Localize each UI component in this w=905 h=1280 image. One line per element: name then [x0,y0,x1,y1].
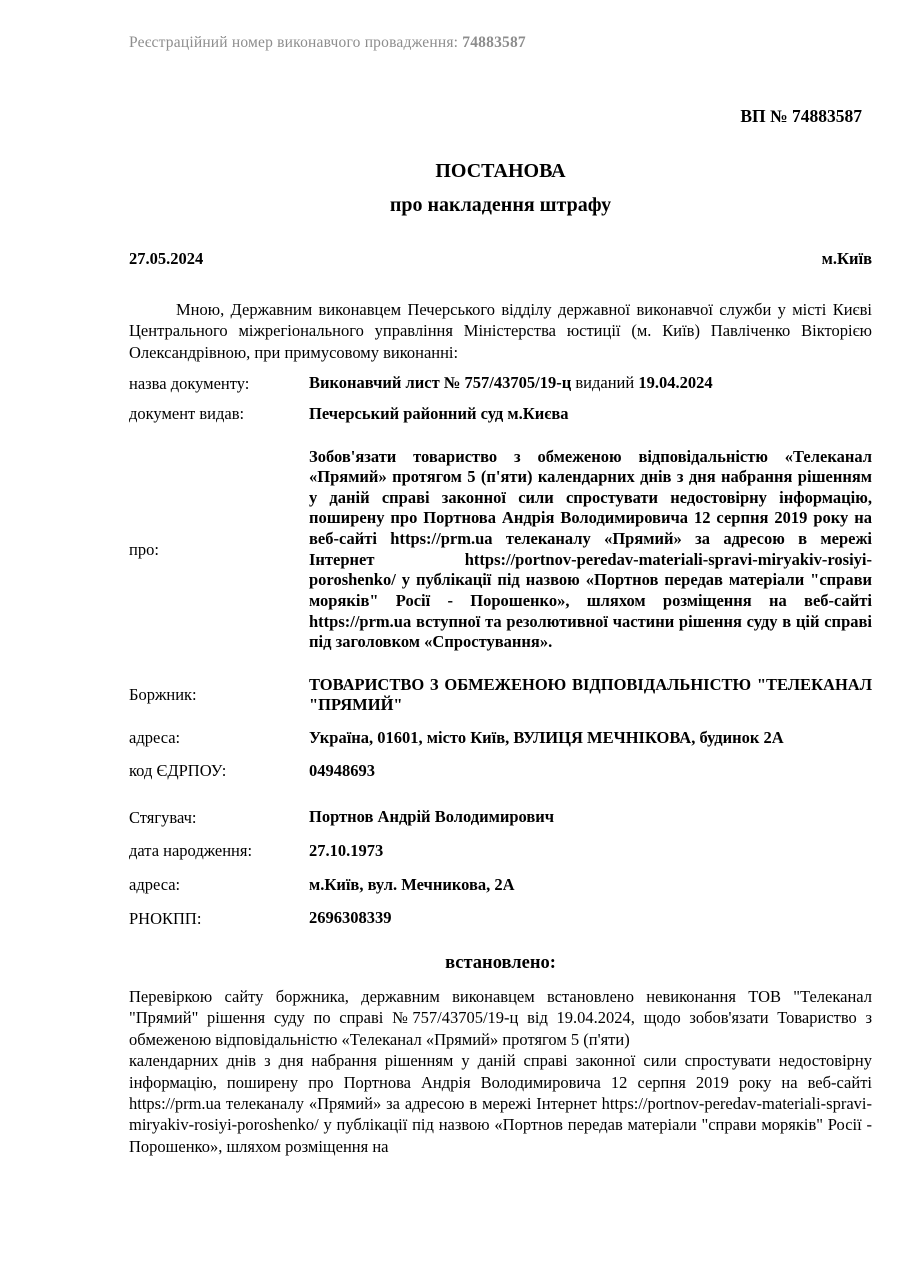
document-city: м.Київ [821,249,872,268]
fields-table [129,373,872,929]
field-row-doc-name [129,373,872,394]
field-row-claimant-address [129,875,872,896]
field-row-birth-date [129,841,872,862]
field-row-claimant [129,807,872,828]
field-row-edrpou [129,761,872,782]
document-date: 27.05.2024 [129,249,204,268]
field-row-rnokpp [129,908,872,929]
vp-number: ВП № 74883587 [740,106,862,126]
field-row-doc-issuer [129,404,872,425]
doc-issuer-value: Печерський районний суд м.Києва [309,403,569,423]
established-heading: встановлено: [445,952,556,973]
birth-date-value: 27.10.1973 [309,840,384,860]
doc-name-value-date: 19.04.2024 [638,373,713,393]
registration-number-value: 74883587 [462,34,526,51]
established-paragraph-part1: Перевіркою сайту боржника, державним виконавцем встановлено невиконання ТОВ "Телеканал "Прямий" рішення суду по справі №757/43705/19-ц від 19.04.2024, щодо зобов'язати Товариство з обмеженою відповідальністю «Телеканал «Прямий» протягом 5 (п'яти) [129,986,872,1049]
about-value: Зобов'язати товариство з обмеженою відповідальністю «Телеканал «Прямий» протягом 5 (п'яти) календарних днів з дня набрання рішенням у даній справі законної сили спростувати недостовірну інформацію, поширену про Портнова Андрія Володимировича 12 серпня 2019 року на веб-сайті https://prm.ua телеканалу «Прямий» за адресою в мережі Інтернет https://portnov-peredav-materiali-spravi-miryakiv-rosiyi-poroshenko/ у публікації під назвою «Портнов передав матеріали "справи моряків" Росії - Порошенко», шляхом розміщення на веб-сайті https://prm.ua вступної та резолютивної частини рішення суду в цій справі під заголовком «Спростування». [309,446,872,652]
doc-name-label: назва документу: [129,373,250,393]
field-row-debtor [129,675,872,716]
doc-name-value-number: Виконавчий лист № 757/43705/19-ц [309,373,572,393]
date-city-row [129,249,872,269]
edrpou-label: код ЄДРПОУ: [129,761,227,780]
debtor-address-label: адреса: [129,728,181,748]
debtor-value: ТОВАРИСТВО З ОБМЕЖЕНОЮ ВІДПОВІДАЛЬНІСТЮ "ТЕЛЕКАНАЛ "ПРЯМИЙ" [309,674,872,715]
established-paragraph [129,986,872,1158]
claimant-label: Стягувач: [129,807,197,827]
intro-paragraph: Мною, Державним виконавцем Печерського відділу державної виконавчої служби у місті Києві Центрального міжрегіонального управління Міністерства юстиції (м. Київ) Павліченко Вікторією Олександрівною, при примусовому виконанні: [129,300,872,362]
debtor-address-value: Україна, 01601, місто Київ, ВУЛИЦЯ МЕЧНІКОВА, будинок 2А [309,728,784,748]
document-title: ПОСТАНОВА [435,160,566,182]
claimant-value: Портнов Андрій Володимирович [309,807,555,827]
established-paragraph-part2: календарних днів з дня набрання рішенням у даній справі законної сили спростувати недостовірну інформацію, поширену про Портнова Андрія Володимировича 12 серпня 2019 року на веб-сайті https://prm.ua телеканалу «Прямий» за адресою в мережі Інтернет https://portnov-peredav-materiali-spravi-miryakiv-rosiyi-poroshenko/ у публікації під назвою «Портнов передав матеріали "справи моряків" Росії - Порошенко», шляхом розміщення на [129,1051,872,1156]
field-row-about [129,447,872,653]
doc-issuer-label: документ видав: [129,404,245,424]
debtor-label: Боржник: [129,685,197,705]
rnokpp-value: 2696308339 [309,908,392,928]
field-row-debtor-address [129,728,872,749]
claimant-address-label: адреса: [129,874,181,894]
registration-number-label: Реєстраційний номер виконавчого провадження: [129,34,463,51]
title-block [129,160,872,217]
birth-date-label: дата народження: [129,841,253,861]
claimant-address-value: м.Київ, вул. Мечникова, 2А [309,874,515,894]
edrpou-value: 04948693 [309,760,375,780]
rnokpp-label: РНОКПП: [129,908,202,928]
doc-name-value-issued-word: виданий [571,373,639,393]
doc-name-value [309,373,872,394]
document-subtitle: про накладення штрафу [389,194,612,216]
about-label: про: [129,539,159,559]
registration-number-line [129,34,872,52]
